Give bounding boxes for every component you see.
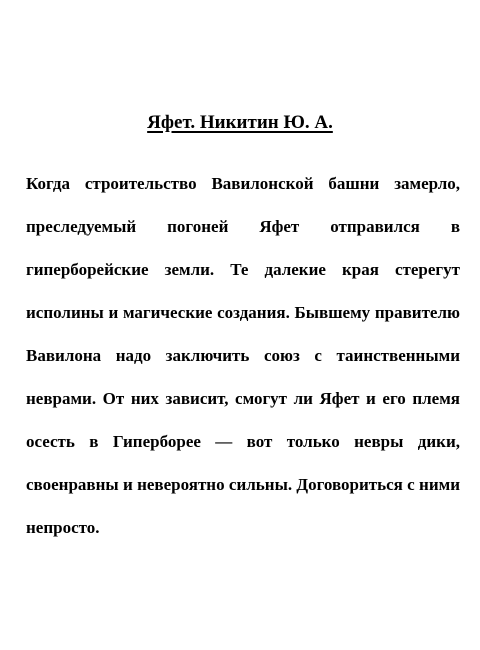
document-body: Когда строительство Вавилонской башни замерло, преследуемый погоней Яфет отправился в гиперборейские земли. Те далекие края стерегут исполины и магические создания. Бывшему правителю Вавилона надо заключить союз с таинственными неврами. От них зависит, смогут ли Яфет и его племя осесть в Гиперборее — вот только невры дики, своенравны и невероятно сильны. Договориться с ними непросто. xyxy=(26,174,460,537)
document-title: Яфет. Никитин Ю. А. xyxy=(147,112,333,133)
